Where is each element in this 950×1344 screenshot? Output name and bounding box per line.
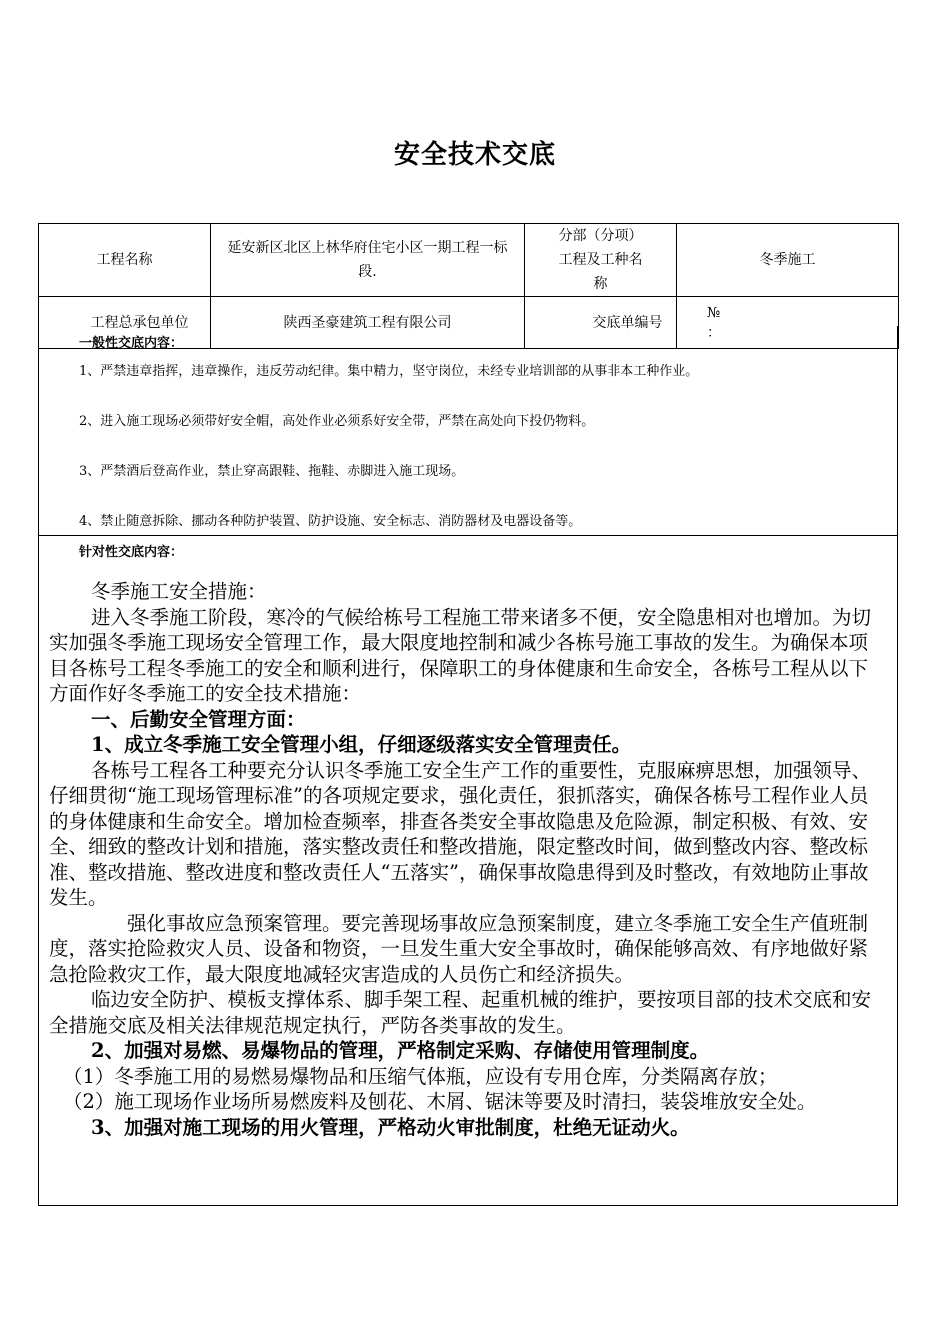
project-name-value: 延安新区北区上林华府住宅小区一期工程一标段. xyxy=(211,224,525,297)
contractor-value: 陕西圣豪建筑工程有限公司 xyxy=(211,297,525,349)
sheet-no-label: 交底单编号 xyxy=(525,297,677,349)
project-name-label: 工程名称 xyxy=(39,224,211,297)
general-heading: 一般性交底内容： xyxy=(79,336,184,351)
paragraph: 临边安全防护、模板支撑体系、脚手架工程、起重机械的维护，要按项目部的技术交底和安全措施交底及相关法律规范规定执行，严防各类事故的发生。 xyxy=(49,988,872,1037)
intro-paragraph: 进入冬季施工阶段，寒冷的气候给栋号工程施工带来诸多不便，安全隐患相对也增加。为切实加强冬季施工现场安全管理工作，最大限度地控制和减少各栋号施工事故的发生。为确保本项目各栋号工程冬季施工的安全和顺利进行，保障职工的身体健康和生命安全，各栋号工程从以下方面作好冬季施工的安全技术措施： xyxy=(49,605,872,705)
page-title: 安全技术交底 xyxy=(393,140,556,170)
division-value: 冬季施工 xyxy=(677,224,899,297)
item-heading: 3、加强对施工现场的用火管理，严格动火审批制度，杜绝无证动火。 xyxy=(91,1115,690,1139)
specific-subtitle: 冬季施工安全措施： xyxy=(91,580,267,603)
item-heading: 2、加强对易燃、易爆物品的管理，严格制定采购、存储使用管理制度。 xyxy=(91,1039,710,1062)
general-item: 1、严禁违章指挥，违章操作，违反劳动纪律。集中精力，坚守岗位，未经专业培训部的从事非本工种作业。 xyxy=(79,364,699,379)
general-section xyxy=(38,326,898,536)
specific-content xyxy=(39,535,897,1140)
contractor-label: 工程总承包单位 xyxy=(39,297,211,349)
general-item: 4、禁止随意拆除、挪动各种防护装置、防护设施、安全标志、消防器材及电器设备等。 xyxy=(79,514,582,529)
specific-heading: 针对性交底内容： xyxy=(79,545,184,560)
paragraph: （2）施工现场作业场所易燃废料及刨花、木屑、锯沫等要及时清扫，装袋堆放安全处。 xyxy=(63,1090,817,1113)
sheet-no-value: № ： xyxy=(677,297,899,349)
paragraph: （1）冬季施工用的易燃易爆物品和压缩气体瓶，应设有专用仓库，分类隔离存放； xyxy=(63,1064,778,1088)
specific-section xyxy=(38,535,898,1206)
general-item: 2、进入施工现场必须带好安全帽，高处作业必须系好安全带，严禁在高处向下投仍物料。 xyxy=(79,414,595,429)
paragraph: 强化事故应急预案管理。要完善现场事故应急预案制度，建立冬季施工安全生产值班制度，落实抢险救灾人员、设备和物资，一旦发生重大安全事故时，确保能够高效、有序地做好紧急抢险救灾工作，最大限度地减轻灾害造成的人员伤亡和经济损失。 xyxy=(49,911,869,986)
general-item: 3、严禁酒后登高作业，禁止穿高跟鞋、拖鞋、赤脚进入施工现场。 xyxy=(79,464,465,479)
division-label: 分部（分项）工程及工种名称 xyxy=(525,224,677,297)
paragraph: 各栋号工程各工种要充分认识冬季施工安全生产工作的重要性，克服麻痹思想，加强领导、仔细贯彻“施工现场管理标准”的各项规定要求，强化责任，狠抓落实，确保各栋号工程作业人员的身体健康和生命安全。增加检查频率，排查各类安全事故隐患及危险源，制定积极、有效、安全、细致的整改计划和措施，落实整改责任和整改措施，限定整改时间，做到整改内容、整改标准、整改措施、整改进度和整改责任人“五落实”，确保事故隐患得到及时整改，有效地防止事故发生。 xyxy=(49,758,872,909)
section-heading: 一、后勤安全管理方面： xyxy=(91,707,306,731)
item-heading: 1、成立冬季施工安全管理小组，仔细逐级落实安全管理责任。 xyxy=(91,733,632,756)
